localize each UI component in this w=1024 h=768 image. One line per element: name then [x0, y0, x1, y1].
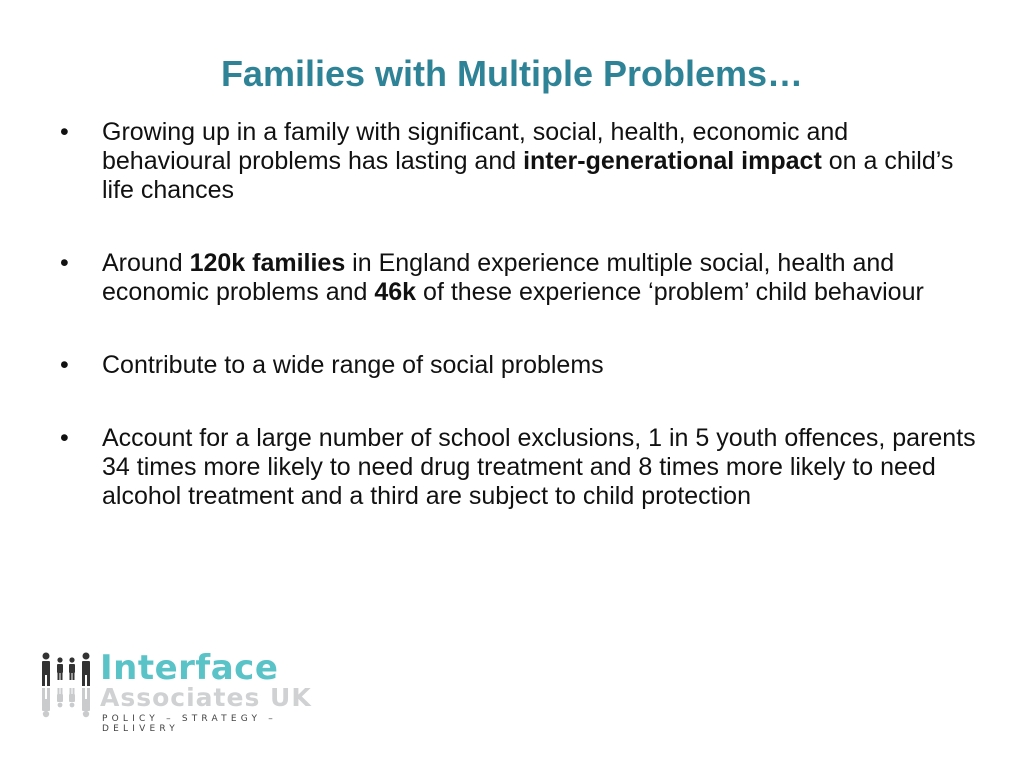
bullet-text: Account for a large number of school exclusions, 1 in 5 youth offences, parents 34 times more likely to need drug treatment and 8 times more likely to need alcohol treatment and a third are subject to child protection — [102, 424, 976, 510]
bullet-list — [60, 118, 980, 555]
bullet-text: Growing up in a family with significant, social, health, economic and behavioural problems has lasting and — [102, 118, 849, 175]
bullet-text-bold: 46k — [374, 278, 417, 306]
slide-title: Families with Multiple Problems… — [220, 53, 804, 94]
bullet-item — [60, 424, 980, 511]
logo-tagline: POLICY – STRATEGY – DELIVERY — [102, 714, 277, 734]
logo-line2: Associates UK — [100, 683, 312, 712]
family-figures-icon — [38, 652, 96, 718]
bullet-item — [60, 118, 980, 205]
bullet-item — [60, 351, 980, 380]
bullet-text: Contribute to a wide range of social problems — [102, 351, 604, 379]
bullet-text-bold: inter-generational impact — [523, 147, 822, 175]
bullet-dot: • — [60, 118, 69, 146]
company-logo — [38, 648, 358, 734]
bullet-dot: • — [60, 351, 69, 379]
bullet-item — [60, 249, 980, 307]
bullet-dot: • — [60, 424, 69, 452]
bullet-text: of these experience ‘problem’ child behaviour — [416, 278, 924, 306]
bullet-text: in England experience multiple social, health and economic problems and — [102, 249, 895, 306]
bullet-text-bold: 120k families — [189, 249, 346, 277]
logo-line1: Interface — [100, 648, 279, 688]
bullet-dot: • — [60, 249, 69, 277]
bullet-text: Around — [102, 249, 190, 277]
bullet-text: on a child’s life chances — [102, 147, 954, 204]
